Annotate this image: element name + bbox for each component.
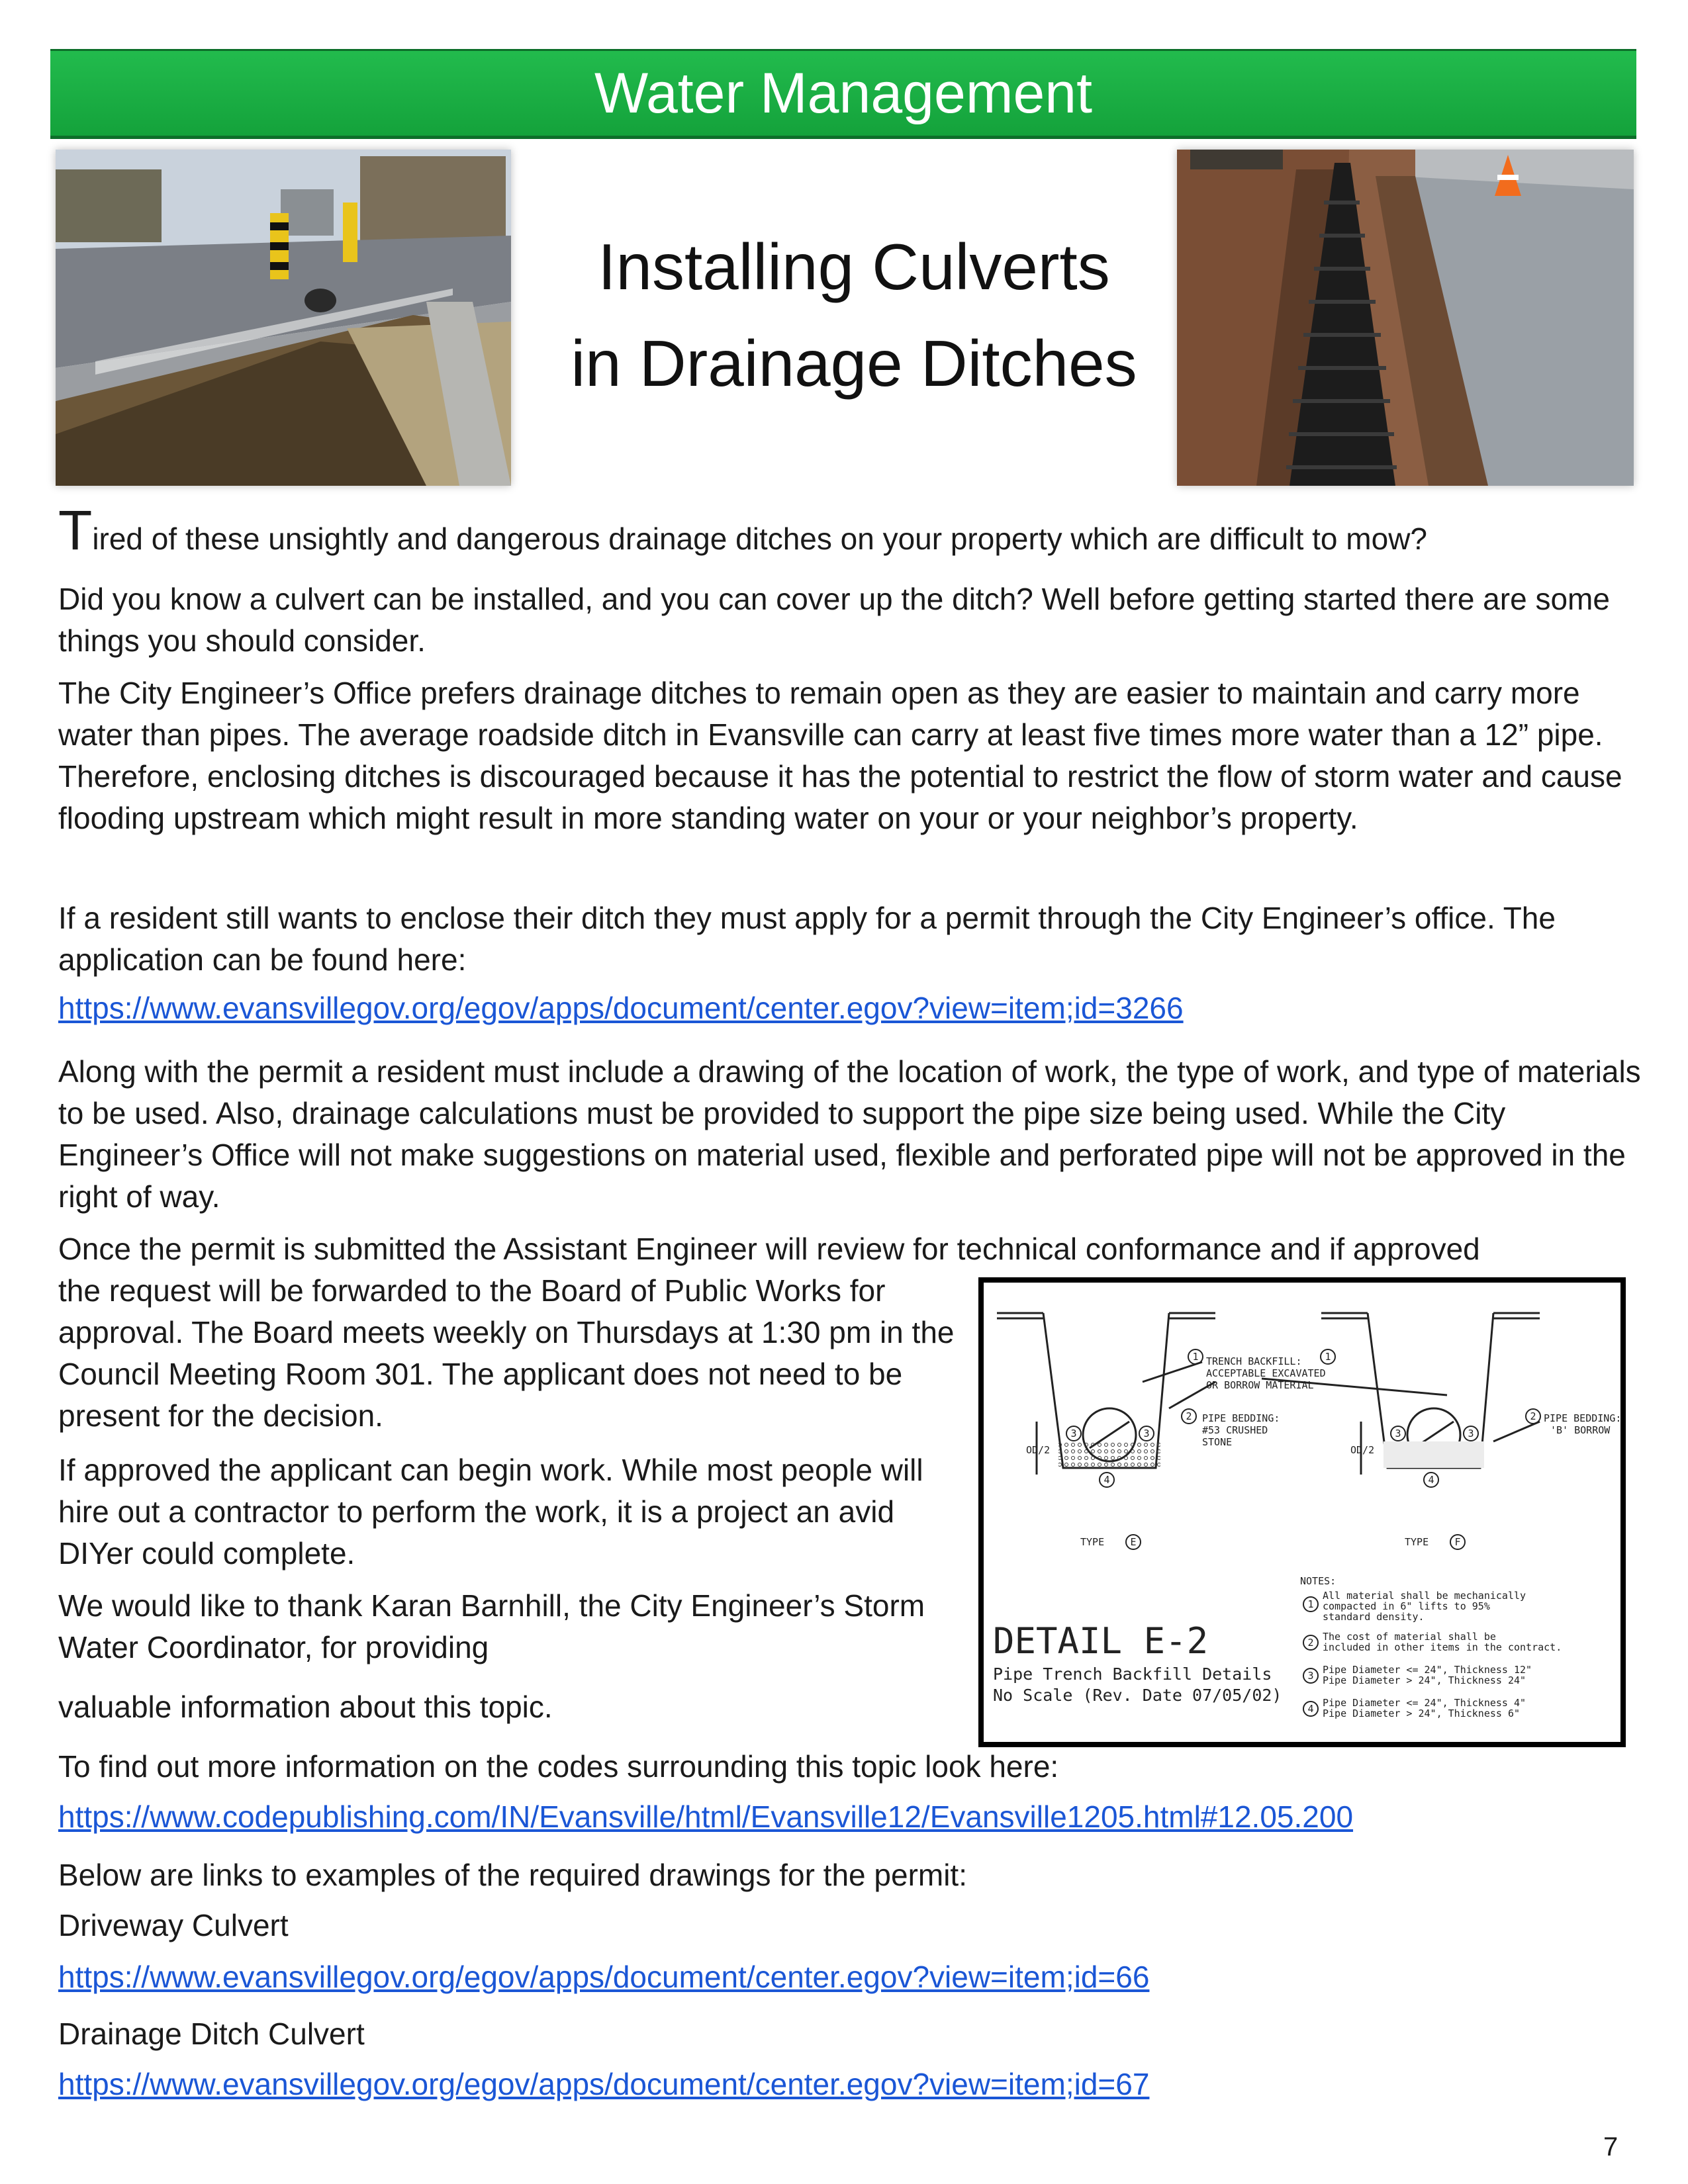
note-3a: Pipe Diameter <= 24", Thickness 12" bbox=[1323, 1664, 1532, 1676]
ditch-photo bbox=[56, 150, 511, 486]
ditch-link-line bbox=[58, 2064, 1634, 2105]
trench-detail-svg bbox=[984, 1283, 1620, 1742]
note-2b: included in other items in the contract. bbox=[1323, 1641, 1562, 1653]
note-1a: All material shall be mechanically bbox=[1323, 1590, 1526, 1602]
detail-heading: DETAIL E-2 bbox=[993, 1620, 1209, 1662]
ditch-link[interactable]: https://www.evansvillegov.org/egov/apps/document/center.egov?view=item;id=67 bbox=[58, 2067, 1150, 2101]
svg-text:3: 3 bbox=[1395, 1428, 1401, 1439]
section-banner: Water Management bbox=[50, 49, 1636, 139]
paragraph-5: Along with the permit a resident must include a drawing of the location of work, the type of work, and type of materials to be used. Also, drainage calculations must be provided to support the pipe size being used. While the City Engineer’s Office will not make suggestions on material used, flexible and perforated pipe will not be approved in the right of way. bbox=[58, 1054, 1641, 1214]
svg-text:3: 3 bbox=[1070, 1428, 1077, 1439]
paragraph-6-line-1: Once the permit is submitted the Assistant Engineer will review for technical conformance and if approved bbox=[58, 1232, 1480, 1266]
svg-text:E: E bbox=[1130, 1536, 1137, 1548]
paragraph-10: Below are links to examples of the required drawings for the permit: bbox=[58, 1858, 967, 1892]
notes-title: NOTES: bbox=[1300, 1575, 1336, 1587]
paragraph-3: The City Engineer’s Office prefers drainage ditches to remain open as they are easier to maintain and carry more water than pipes. The average roadside ditch in Evansville can carry at least five times more water than a 12” pipe. Therefore, enclosing ditches is discouraged because it has the potential to restrict the flow of storm water and cause flooding upstream which might result in more standing water on your or your neighbor’s property. bbox=[58, 676, 1622, 835]
drainage-ditch-culvert-label: Drainage Ditch Culvert bbox=[58, 2017, 365, 2051]
type-e-label: TYPE bbox=[1080, 1536, 1105, 1548]
page-number: 7 bbox=[1603, 2132, 1618, 2161]
detail-subtitle-1: Pipe Trench Backfill Details bbox=[993, 1664, 1272, 1684]
note-4b: Pipe Diameter > 24", Thickness 6" bbox=[1323, 1707, 1521, 1719]
driveway-link-line bbox=[58, 1956, 1634, 1998]
svg-text:3: 3 bbox=[1143, 1428, 1150, 1439]
note-4a: Pipe Diameter <= 24", Thickness 4" bbox=[1323, 1697, 1526, 1709]
paragraph-6: the request will be forwarded to the Board of Public Works for approval. The Board meets weekly on Thursdays at 1:30 pm in the Council Meeting Room 301. The applicant does not need to be present for the decision. bbox=[58, 1273, 955, 1433]
pipe-trench-detail-drawing bbox=[978, 1277, 1626, 1747]
driveway-culvert-label: Driveway Culvert bbox=[58, 1908, 289, 1942]
detail-subtitle-2: No Scale (Rev. Date 07/05/02) bbox=[993, 1686, 1282, 1705]
paragraph-2: Did you know a culvert can be installed, and you can cover up the ditch? Well before getting started there are some things you should consider. bbox=[58, 582, 1610, 658]
paragraph-8b: valuable information about this topic. bbox=[58, 1690, 553, 1724]
culvert-photo bbox=[1177, 150, 1634, 486]
codes-link-line bbox=[58, 1796, 1634, 1838]
title-line-2: in Drainage Ditches bbox=[571, 327, 1137, 400]
svg-text:F: F bbox=[1454, 1536, 1461, 1548]
svg-text:3: 3 bbox=[1307, 1670, 1314, 1682]
application-link-line bbox=[58, 987, 1634, 1029]
type-f-label: TYPE bbox=[1405, 1536, 1429, 1548]
intro-text: ired of these unsightly and dangerous drainage ditches on your property which are difficult to mow? bbox=[92, 522, 1427, 556]
application-link[interactable]: https://www.evansvillegov.org/egov/apps/document/center.egov?view=item;id=3266 bbox=[58, 991, 1184, 1025]
svg-text:1: 1 bbox=[1325, 1351, 1331, 1363]
bedding-e-label-3: STONE bbox=[1202, 1436, 1233, 1448]
note-1b: compacted in 6" lifts to 95% bbox=[1323, 1600, 1490, 1612]
svg-text:1: 1 bbox=[1307, 1598, 1314, 1610]
paragraph-4: If a resident still wants to enclose their ditch they must apply for a permit through the City Engineer’s office. The application can be found here: bbox=[58, 901, 1556, 977]
intro-paragraph bbox=[58, 499, 1634, 561]
svg-text:2: 2 bbox=[1307, 1637, 1314, 1649]
svg-text:4: 4 bbox=[1103, 1474, 1110, 1486]
svg-text:2: 2 bbox=[1186, 1410, 1192, 1422]
bedding-f-label-2: 'B' BORROW bbox=[1550, 1424, 1611, 1436]
trench-backfill-label-2: ACCEPTABLE EXCAVATED bbox=[1206, 1367, 1326, 1379]
svg-text:1: 1 bbox=[1192, 1351, 1199, 1363]
bedding-f-label-1: PIPE BEDDING: bbox=[1544, 1412, 1620, 1424]
paragraph-8: We would like to thank Karan Barnhill, the City Engineer’s Storm Water Coordinator, for providing bbox=[58, 1588, 925, 1664]
trench-backfill-label-3: OR BORROW MATERIAL bbox=[1206, 1379, 1314, 1391]
codes-link[interactable]: https://www.codepublishing.com/IN/Evansville/html/Evansville12/Evansville1205.html#12.05.200 bbox=[58, 1799, 1354, 1834]
od2-label-f: OD/2 bbox=[1350, 1444, 1375, 1456]
bedding-e-label-1: PIPE BEDDING: bbox=[1202, 1412, 1280, 1424]
drop-cap: T bbox=[58, 499, 93, 561]
paragraph-9: To find out more information on the codes surrounding this topic look here: bbox=[58, 1749, 1059, 1784]
driveway-link[interactable]: https://www.evansvillegov.org/egov/apps/document/center.egov?view=item;id=66 bbox=[58, 1960, 1150, 1994]
svg-text:3: 3 bbox=[1468, 1428, 1474, 1439]
article-title bbox=[530, 218, 1178, 412]
svg-text:2: 2 bbox=[1530, 1410, 1536, 1422]
trench-backfill-label-1: TRENCH BACKFILL: bbox=[1206, 1355, 1302, 1367]
note-2a: The cost of material shall be bbox=[1323, 1631, 1496, 1643]
note-1c: standard density. bbox=[1323, 1611, 1425, 1623]
svg-text:4: 4 bbox=[1307, 1703, 1314, 1715]
note-3b: Pipe Diameter > 24", Thickness 24" bbox=[1323, 1674, 1526, 1686]
od2-label-e: OD/2 bbox=[1026, 1444, 1051, 1456]
paragraph-7: If approved the applicant can begin work. While most people will hire out a contractor to perform the work, it is a project an avid DIYer could complete. bbox=[58, 1453, 923, 1570]
title-line-1: Installing Culverts bbox=[598, 230, 1110, 303]
svg-text:4: 4 bbox=[1428, 1474, 1434, 1486]
bedding-e-label-2: #53 CRUSHED bbox=[1202, 1424, 1268, 1436]
